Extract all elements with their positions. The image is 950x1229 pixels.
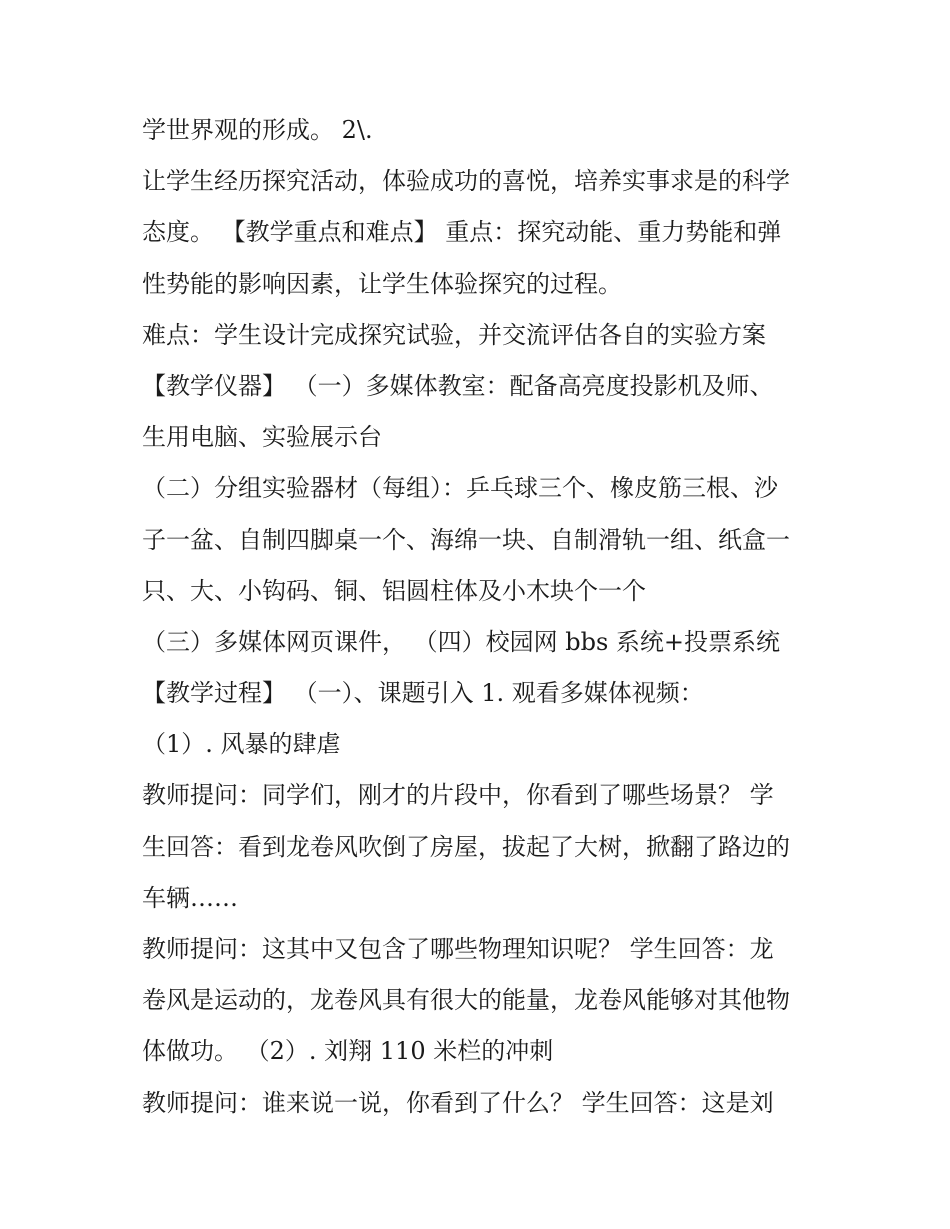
text-line: （1）. 风暴的肆虐 <box>142 730 341 759</box>
text-line: 性势能的影响因素，让学生体验探究的过程。 <box>142 269 622 298</box>
text-line: 教师提问：谁来说一说，你看到了什么？ 学生回答：这是刘 <box>142 1088 774 1117</box>
document-body <box>142 105 822 1129</box>
text-line: 【教学过程】 （一）、课题引入 1. 观看多媒体视频： <box>142 679 704 708</box>
text-line: 教师提问：这其中又包含了哪些物理知识呢？ 学生回答：龙 <box>142 935 774 963</box>
text-line: （二）分组实验器材（每组）：乒乓球三个、橡皮筋三根、沙 <box>142 474 778 503</box>
text-line: 难点：学生设计完成探究试验，并交流评估各自的实验方案 <box>142 320 766 349</box>
text-line: 【教学仪器】 （一）多媒体教室：配备高亮度投影机及师、 <box>142 371 774 400</box>
text-line: 教师提问：同学们，刚才的片段中，你看到了哪些场景？ 学 <box>142 781 774 810</box>
text-line: 子一盆、自制四脚桌一个、海绵一块、自制滑轨一组、纸盒一 <box>142 525 790 554</box>
text-line: （三）多媒体网页课件， （四）校园网 bbs 系统+投票系统 <box>142 627 781 656</box>
text-line: 卷风是运动的，龙卷风具有很大的能量，龙卷风能够对其他物 <box>142 986 790 1015</box>
text-line: 让学生经历探究活动，体验成功的喜悦，培养实事求是的科学 <box>142 167 790 196</box>
text-line: 体做功。 （2）. 刘翔 110 米栏的冲刺 <box>142 1037 554 1066</box>
text-line: 学世界观的形成。 2\. <box>142 116 373 144</box>
text-line: 车辆…… <box>142 883 238 912</box>
text-line: 只、大、小钩码、铜、铝圆柱体及小木块个一个 <box>142 576 646 605</box>
text-line: 态度。 【教学重点和难点】 重点：探究动能、重力势能和弹 <box>142 218 782 247</box>
text-line: 生用电脑、实验展示台 <box>142 423 382 452</box>
text-line: 生回答：看到龙卷风吹倒了房屋，拔起了大树，掀翻了路边的 <box>142 832 790 861</box>
